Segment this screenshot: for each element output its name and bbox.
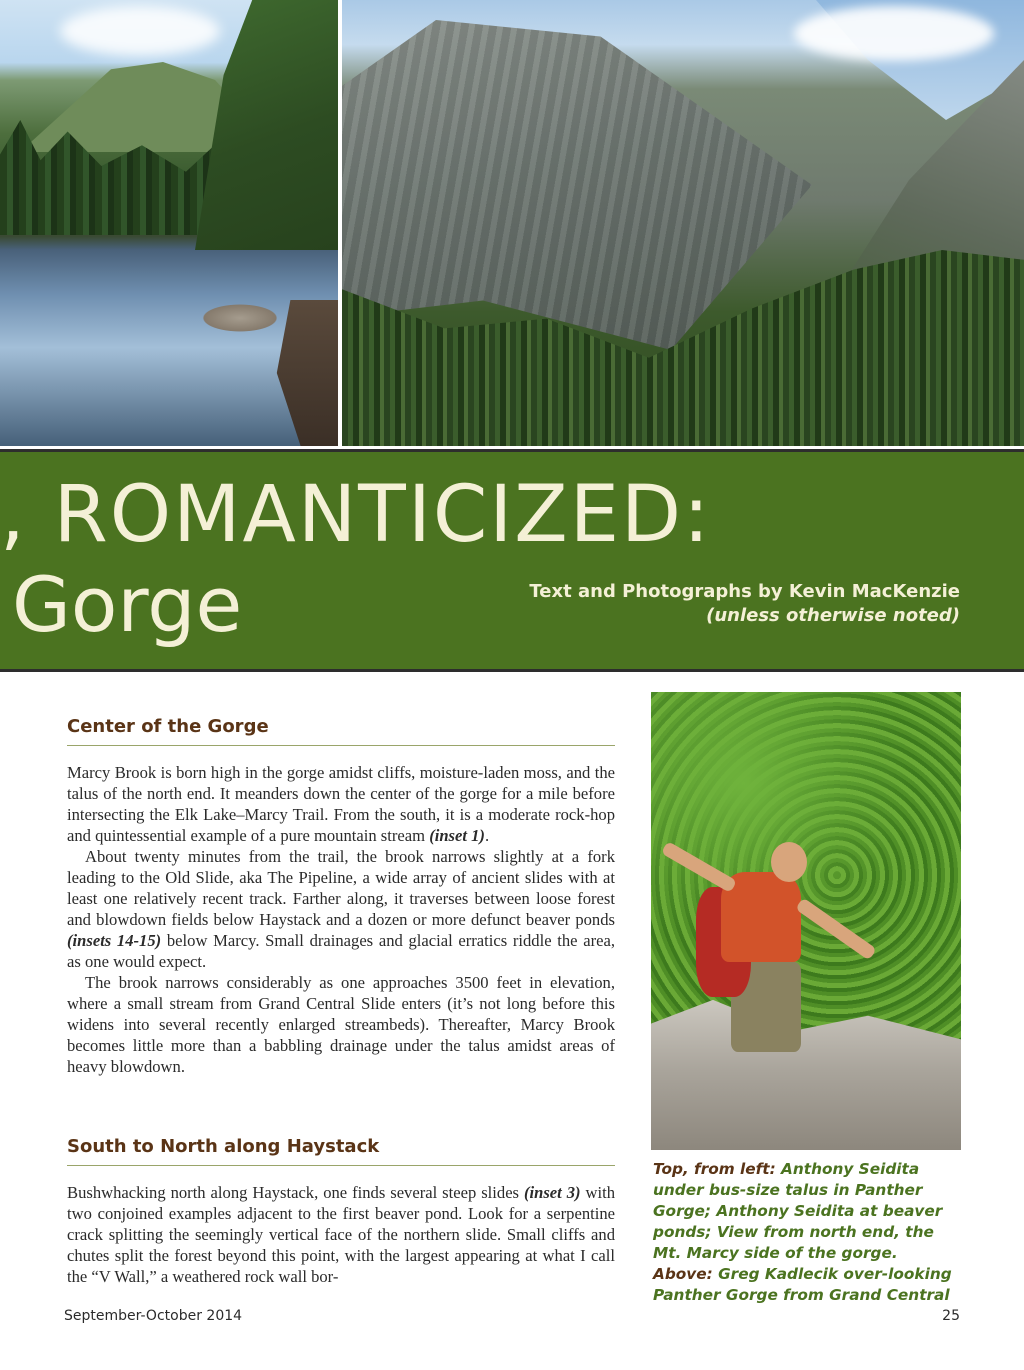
article-title-line1: , ROMANTICIZED: — [0, 470, 712, 560]
caption-lead: Above: — [653, 1265, 713, 1283]
inset-ref: (inset 3) — [523, 1183, 581, 1202]
paragraph: The brook narrows considerably as one approaches 3500 feet in elevation, where a small stream from Grand Central Slide enters (it’s not long before this widens into several recently enlarged streambeds). Thereafter, Marcy Brook becomes little more than a babbling drainage under the talus amidst areas of heavy blowdown. — [67, 973, 615, 1076]
section-heading-south-north: South to North along Haystack — [67, 1136, 615, 1166]
paragraph: Bushwhacking north along Haystack, one finds several steep slides (inset 3) with two conjoined examples adjacent to the first beaver pond. Look for a serpentine crack splitting the seemingly vertical face of the northern slide. Small cliffs and chutes split the forest beyond this point, with the largest appearing at what I call the “V Wall,” a weathered rock wall bor- — [67, 1183, 615, 1286]
photo-gorge-north-end — [342, 0, 1024, 446]
byline — [529, 580, 960, 628]
section-body-south-north — [67, 1182, 615, 1287]
section-heading-center: Center of the Gorge — [67, 716, 615, 746]
byline-note: (unless otherwise noted) — [706, 605, 960, 626]
inset-ref: (inset 1) — [429, 826, 485, 845]
caption-lead: Top, from left: — [653, 1160, 776, 1178]
paragraph: Marcy Brook is born high in the gorge amidst cliffs, moisture-laden moss, and the talus of the north end. It meanders down the center of the gorge for a mile before intersecting the Elk Lake–Marcy Trail. From the south, it is a moderate rock-hop and quintessential example of a pure mountain stream (inset 1). — [67, 763, 615, 845]
issue-date: September-October 2014 — [64, 1308, 243, 1324]
inset-ref: (insets 14-15) — [67, 931, 162, 950]
photo-hiker-overlook — [651, 692, 961, 1150]
photo-caption: Top, from left: Anthony Seidita under bus-size talus in Panther Gorge; Anthony Seidita at beaver ponds; View from north end, the Mt. Marcy side of the gorge. Above: Greg Kadlecik over-looking Panther Gorge from Grand Central — [653, 1160, 952, 1304]
photo-beaver-pond — [0, 0, 338, 446]
page-number: 25 — [942, 1308, 960, 1324]
byline-credit: Text and Photographs by Kevin MacKenzie — [529, 581, 960, 602]
article-title-line2: Gorge — [12, 560, 243, 649]
paragraph: About twenty minutes from the trail, the brook narrows slightly at a fork leading to the Old Slide, aka The Pipeline, a wide array of ancient slides with at least one relatively recent track. Farther along, it traverses between loose forest and blowdown fields below Haystack and a dozen or more defunct beaver ponds (insets 14-15) below Marcy. Small drainages and glacial erratics riddle the area, as one would expect. — [67, 847, 615, 971]
title-band — [0, 449, 1024, 672]
section-body-center — [67, 762, 615, 1077]
